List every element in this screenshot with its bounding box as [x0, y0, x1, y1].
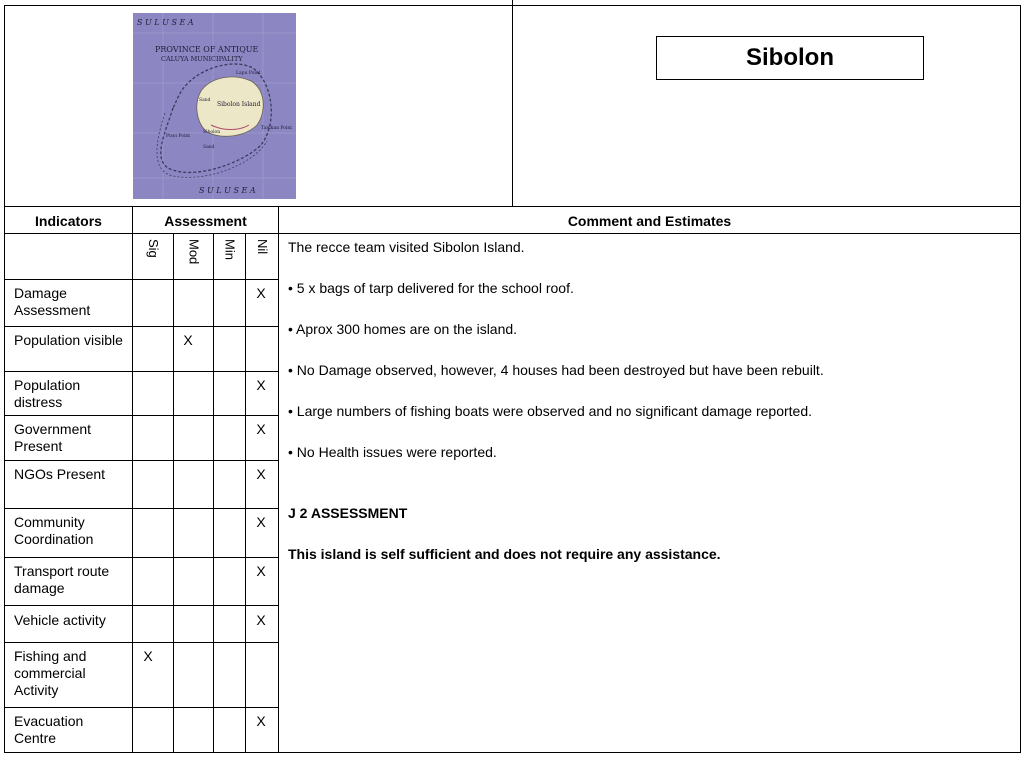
section-heading: J 2 ASSESSMENT [288, 505, 408, 521]
indicator-evacuation-centre: Evacuation Centre [14, 713, 84, 746]
col-header-nil-label: Nil [255, 239, 270, 255]
comment-bullet: • No Damage observed, however, 4 houses had been destroyed but have been rebuilt. [288, 362, 824, 378]
comments-header: Comment and Estimates [567, 212, 732, 229]
map-point-label: Lapu Point [236, 71, 261, 76]
map-municipality-label: CALUYA MUNICIPALITY [161, 55, 243, 63]
col-header-mod [174, 236, 213, 278]
comment-bullet-text: No Health issues were reported. [296, 444, 497, 460]
assessment-conclusion: This island is self sufficient and does not require any assistance. [288, 546, 721, 562]
map-point-label: Sand [199, 98, 211, 103]
col-header-min [214, 236, 245, 278]
indicator-ngos-present: NGOs Present [14, 466, 106, 482]
row-line [4, 279, 278, 280]
indicator-transport-route-damage: Transport route damage [14, 563, 110, 596]
row-line [4, 707, 278, 708]
map-island-label: Sibolon Island [217, 101, 261, 108]
assessment-mark-nil: X [256, 285, 266, 301]
assessment-mark-nil: X [256, 514, 266, 530]
col-header-min-label: Min [222, 239, 238, 260]
comment-bullet-text: Large numbers of fishing boats were observed and no significant damage reported. [296, 403, 813, 419]
comment-bullet-text: 5 x bags of tarp delivered for the school roof. [296, 280, 574, 296]
frame-right-line [1020, 5, 1021, 752]
mod-divider [213, 233, 214, 752]
comment-bullet-text: Aprox 300 homes are on the island. [296, 321, 518, 337]
row-line [4, 371, 278, 372]
map-province-label: PROVINCE OF ANTIQUE [155, 45, 259, 54]
col-header-mod-label: Mod [186, 239, 202, 265]
map-point-label: Sand [203, 145, 215, 150]
row-line [4, 460, 278, 461]
comment-bullet-text: No Damage observed, however, 4 houses had been destroyed but have been rebuilt. [296, 362, 824, 378]
map-sea-label-bottom: S U L U S E A [199, 186, 256, 195]
assessment-mark-nil: X [256, 466, 266, 482]
assessment-mark-mod: X [183, 332, 193, 348]
sig-divider [173, 233, 174, 752]
indicators-header: Indicators [35, 212, 102, 229]
map-point-label: Pisoi Point [166, 134, 191, 139]
top-divider-line [512, 0, 513, 206]
col-header-sig-label: Sig [146, 239, 161, 258]
row-line [4, 605, 278, 606]
assessment-mark-nil: X [256, 421, 266, 437]
assessment-mark-nil: X [256, 563, 266, 579]
frame-bottom-line [4, 752, 1021, 753]
assessment-mark-nil: X [256, 713, 266, 729]
map-sea-label-top: S U L U S E A [137, 18, 194, 27]
map-point-label: Tanikan Point [261, 126, 293, 131]
comment-bullet: • 5 x bags of tarp delivered for the school roof. [288, 280, 574, 296]
comment-intro: The recce team visited Sibolon Island. [288, 239, 525, 255]
comment-bullet: • Large numbers of fishing boats were observed and no significant damage reported. [288, 403, 813, 419]
assessment-mark-nil: X [256, 612, 266, 628]
island-map-graphic [133, 13, 296, 199]
row-line [4, 415, 278, 416]
col-header-sig [133, 236, 173, 278]
indicators-divider [132, 206, 133, 752]
assessment-mark-nil: X [256, 377, 266, 393]
indicator-government-present: Government Present [14, 421, 92, 454]
col-header-nil [246, 236, 278, 278]
row-line [4, 642, 278, 643]
indicator-damage-assessment: Damage Assessment [14, 285, 91, 318]
frame-left-line [4, 5, 5, 752]
row-line [4, 557, 278, 558]
indicator-population-visible: Population visible [14, 332, 123, 348]
assessment-divider [278, 206, 279, 752]
row-line [4, 508, 278, 509]
comment-bullet: • Aprox 300 homes are on the island. [288, 321, 518, 337]
indicator-vehicle-activity: Vehicle activity [14, 612, 106, 628]
assessment-header: Assessment [164, 212, 247, 229]
indicator-fishing-commercial: Fishing and commercial Activity [14, 648, 87, 698]
page-title: Sibolon [656, 36, 924, 80]
island-map [133, 13, 296, 199]
map-point-label: Sibolon [203, 130, 221, 135]
comment-bullet: • No Health issues were reported. [288, 444, 497, 460]
min-divider [245, 233, 246, 752]
indicator-community-coordination: Community Coordination [14, 514, 94, 547]
indicator-population-distress: Population distress [14, 377, 81, 410]
assessment-mark-sig: X [143, 648, 153, 664]
row-line [4, 326, 278, 327]
